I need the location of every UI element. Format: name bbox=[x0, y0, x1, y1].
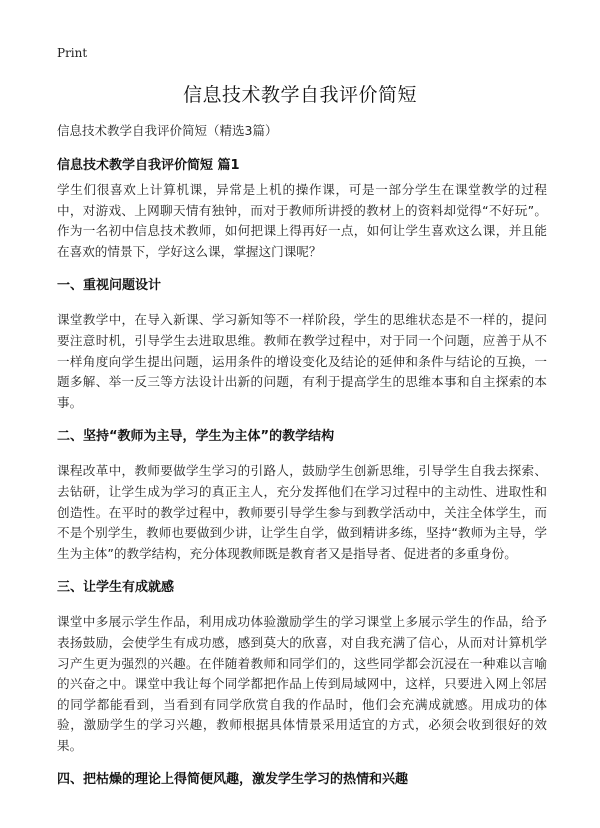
intro-paragraph: 学生们很喜欢上计算机课，异常是上机的操作课，可是一部分学生在课堂教学的过程中，对游戏、上网聊天情有独钟，而对于教师所讲授的教材上的资料却觉得“不好玩”。作为一名初中信息技术教师，如何把课上得再好一点，如何让学生喜欢这么课，并且能在喜欢的情景下，学好这么课，掌握这门课呢？ bbox=[57, 182, 547, 259]
page-title: 信息技术教学自我评价简短 bbox=[182, 84, 417, 106]
section-body-2: 课程改革中，教师要做学生学习的引路人，鼓励学生创新思维，引导学生自我去探索、去钻研，让学生成为学习的真正主人，充分发挥他们在学习过程中的主动性、进取性和创造性。在平时的教学过程中，教师要引导学生参与到教学活动中，关注全体学生，而不是个别学生，教师也要做到少讲，让学生自学，做到精讲多练，坚持“教师为主导，学生为主体”的教学结构，充分体现教师既是教育者又是指导者、促进者的多重身份。 bbox=[57, 463, 547, 561]
subtitle: 信息技术教学自我评价简短（精选3篇） bbox=[57, 123, 278, 138]
section-heading-3: 三、让学生有成就感 bbox=[57, 580, 175, 596]
section-body-1: 课堂教学中，在导入新课、学习新知等不一样阶段，学生的思维状态是不一样的，提问要注意时机，引导学生去进取思维。教师在教学过程中，对于同一个问题，应善于从不一样角度向学生提出问题，运用条件的增设变化及结论的延伸和条件与结论的互换，一题多解、举一反三等方法设计出新的问题，有利于提高学生的思维本事和自主探索的本事。 bbox=[57, 312, 547, 410]
article-heading: 信息技术教学自我评价简短 篇1 bbox=[57, 158, 240, 173]
section-heading-4: 四、把枯燥的理论上得简便风趣，激发学生学习的热情和兴趣 bbox=[57, 772, 409, 788]
article-body bbox=[57, 180, 547, 804]
section-body-3: 课堂中多展示学生作品，利用成功体验激励学生的学习课堂上多展示学生的作品，给予表扬鼓励，会使学生有成功感，感到莫大的欣喜，对自我充满了信心，从而对计算机学习产生更为强烈的兴趣。在伴随着教师和同学们的，这些同学都会沉浸在一种难以言喻的兴奋之中。课堂中我让每个同学都把作品上传到局域网中，这样，只要进入网上邻居的同学都能看到，当看到有同学欣赏自我的作品时，他们会充满成就感。用成功的体验，激励学生的学习兴趣，教师根据具体情景采用适宜的方式，必须会收到很好的效果。 bbox=[57, 614, 547, 753]
section-heading-1: 一、重视问题设计 bbox=[57, 278, 162, 294]
section-heading-2: 二、坚持“教师为主导，学生为主体”的教学结构 bbox=[57, 429, 335, 445]
print-link[interactable]: Print bbox=[57, 46, 88, 60]
